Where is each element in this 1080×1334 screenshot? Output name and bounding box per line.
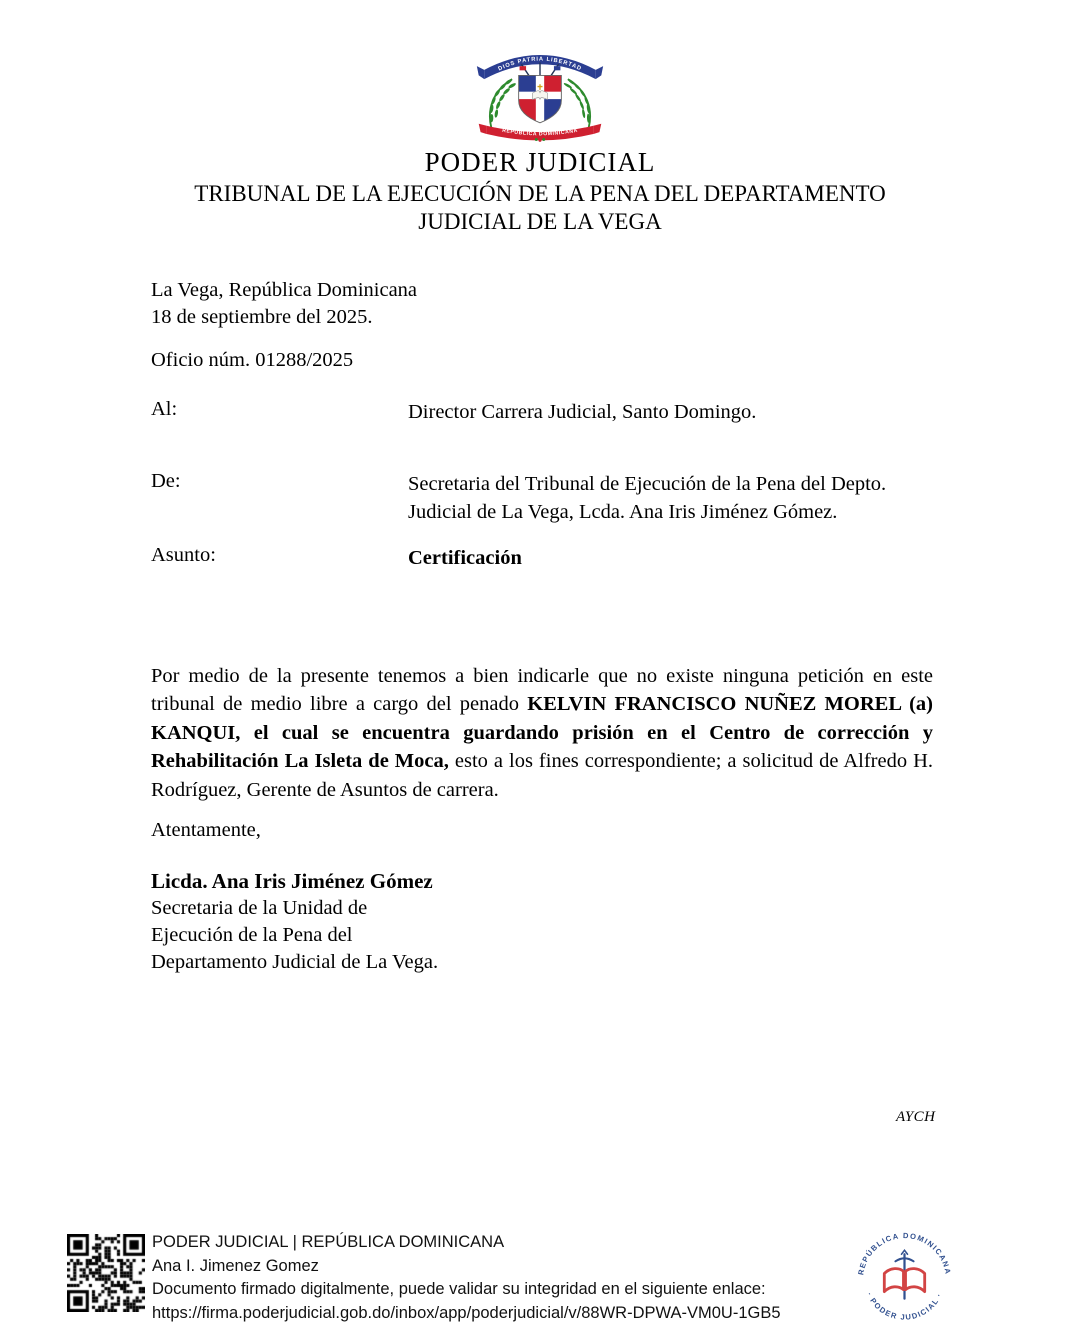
field-from-value	[408, 470, 886, 526]
palm-branch-icon	[563, 78, 590, 129]
seal-bottom-text: · PODER JUDICIAL ·	[864, 1291, 945, 1322]
dateline	[151, 277, 417, 331]
signature-block	[151, 868, 438, 976]
signature-title-line1: Secretaria de la Unidad de	[151, 897, 368, 919]
body-paragraph	[151, 662, 933, 805]
signature-title-line2: Ejecución de la Pena del	[151, 924, 353, 946]
qr-code	[67, 1234, 145, 1312]
tribunal-title	[0, 180, 1080, 236]
laurel-branch-icon	[489, 78, 516, 129]
sprig-dot	[535, 138, 538, 141]
flag-right	[554, 66, 561, 70]
signature-title-line3: Departamento Judicial de La Vega.	[151, 951, 439, 973]
field-to-value: Director Carrera Judicial, Santo Domingo.	[408, 401, 757, 423]
seal-top-text: REPÚBLICA DOMINICANA	[856, 1231, 953, 1276]
field-subject-value: Certificación	[408, 547, 522, 569]
ribbon-tail-right	[594, 124, 601, 134]
field-from-value-line2: Judicial de La Vega, Lcda. Ana Iris Jiménez Gómez.	[408, 501, 838, 523]
sprig-dot	[542, 138, 545, 141]
motto-text: DIOS PATRIA LIBERTAD	[497, 56, 583, 73]
field-from-value-line1: Secretaria del Tribunal de Ejecución de la Pena del Depto.	[408, 473, 887, 495]
footer-org: PODER JUDICIAL | REPÚBLICA DOMINICANA	[152, 1233, 505, 1251]
institution-title: PODER JUDICIAL	[424, 147, 656, 177]
footer-validation-url: https://firma.poderjudicial.gob.do/inbox/app/poderjudicial/v/88WR-DPWA-VM0U-1GB5	[152, 1303, 781, 1322]
field-from-label: De:	[151, 470, 181, 492]
body-seg3: esto a los fines correspondiente; a solicitud de Alfredo H. Rodríguez, Gerente de Asuntos de carrera.	[151, 750, 933, 801]
coat-of-arms-icon	[462, 42, 618, 146]
tribunal-line2: JUDICIAL DE LA VEGA	[418, 209, 662, 234]
flag-left	[520, 66, 527, 70]
tribunal-line1: TRIBUNAL DE LA EJECUCIÓN DE LA PENA DEL DEPARTAMENTO	[194, 181, 886, 206]
open-book-icon	[884, 1269, 924, 1292]
sprig-dot	[539, 139, 542, 142]
ribbon-tail-left	[479, 124, 486, 134]
closing: Atentamente,	[151, 819, 261, 841]
digital-signature-footer	[152, 1231, 852, 1325]
signature-name: Licda. Ana Iris Jiménez Gómez	[151, 869, 433, 893]
footer-note: Documento firmado digitalmente, puede validar su integridad en el siguiente enlace:	[152, 1280, 766, 1299]
field-to-label: Al:	[151, 398, 178, 420]
dateline-place: La Vega, República Dominicana	[151, 279, 418, 301]
body-penado-bold: KELVIN FRANCISCO NUÑEZ MOREL (a) KANQUI, el cual se encuentra guardando prisión en el Centro de corrección y Rehabilitación La Isleta de Moca,	[151, 693, 934, 773]
banner-tail-left	[477, 66, 484, 79]
poder-judicial-seal-icon	[851, 1226, 958, 1333]
oficio-number: Oficio núm. 01288/2025	[151, 349, 354, 371]
footer-signer: Ana I. Jimenez Gomez	[152, 1256, 319, 1275]
dateline-date: 18 de septiembre del 2025.	[151, 306, 373, 328]
reviewer-initials: AYCH	[896, 1109, 936, 1125]
bible-icon	[533, 91, 548, 100]
field-subject-label: Asunto:	[151, 544, 216, 566]
ribbon-text: REPÚBLICA DOMINICANA	[501, 127, 579, 138]
body-seg1: Por medio de la presente tenemos a bien indicarle que no existe ninguna petición en este tribunal de medio libre a cargo del penado	[151, 664, 933, 716]
shield-icon	[519, 75, 562, 124]
banner-tail-right	[596, 66, 603, 79]
